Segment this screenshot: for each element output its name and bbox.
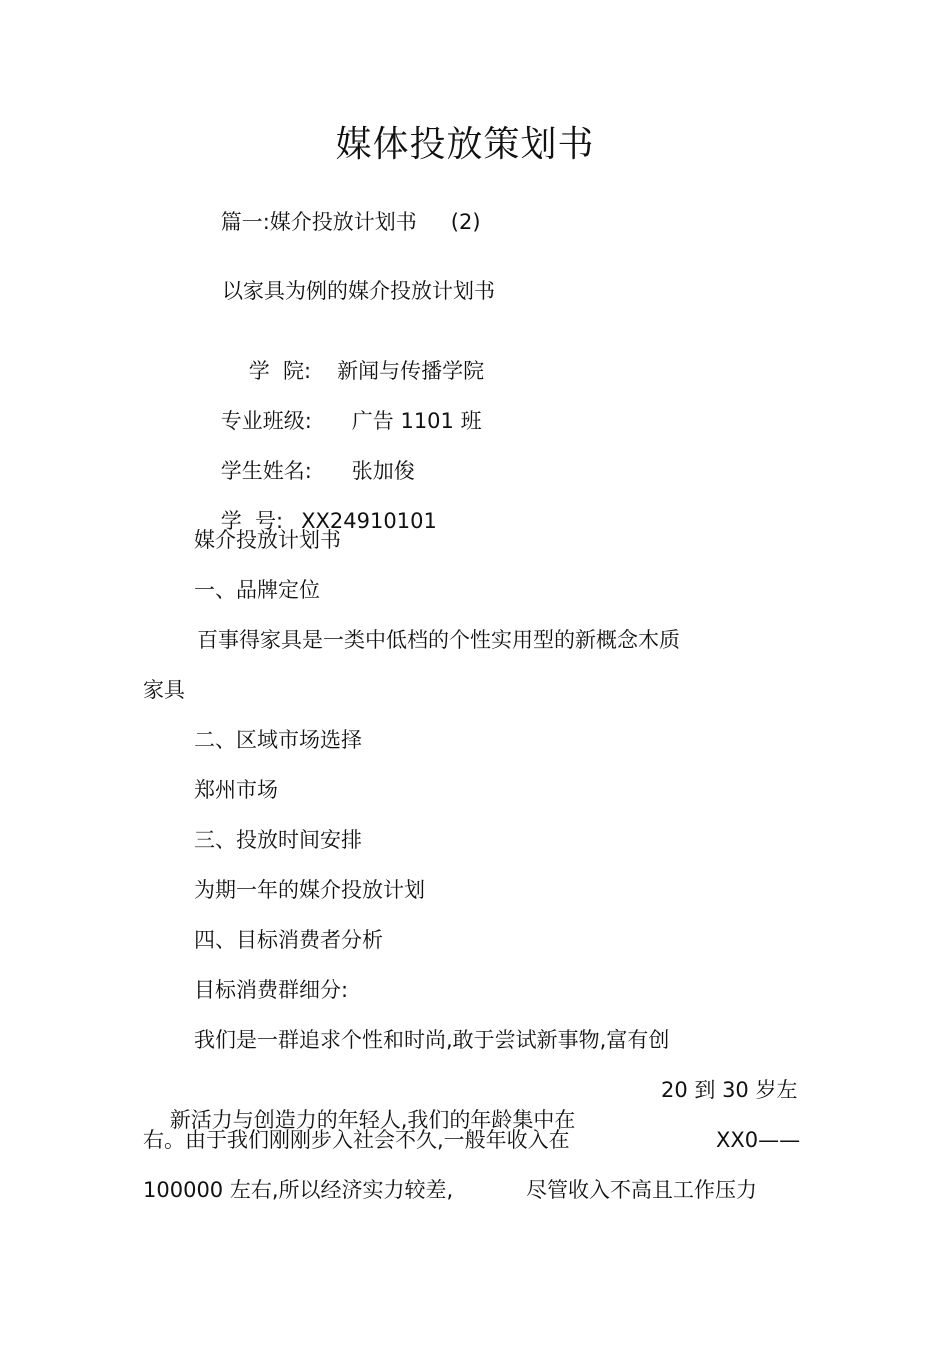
class-label: 专业班级:: [220, 409, 312, 433]
body-heading: 媒介投放计划书: [194, 528, 341, 552]
paragraph-line-3-tail: XX0——: [716, 1128, 801, 1152]
id-value: XX24910101: [301, 509, 437, 533]
paragraph-line-4-tail: 尽管收入不高且工作压力: [526, 1178, 757, 1202]
chapter-label: 篇一:媒介投放计划书: [220, 210, 417, 234]
paragraph-line-2-tail: 20 到 30 岁左: [661, 1078, 798, 1102]
chapter-heading: [194, 177, 481, 267]
paragraph-line-3: 右。由于我们刚刚步入社会不久,一般年收入在: [143, 1128, 570, 1152]
section-1-title: 一、品牌定位: [194, 578, 320, 602]
subtitle: 以家具为例的媒介投放计划书: [222, 279, 495, 303]
section-2-text: 郑州市场: [194, 778, 278, 802]
chapter-suffix: (2): [450, 210, 481, 234]
section-3-text: 为期一年的媒介投放计划: [194, 878, 425, 902]
section-3-title: 三、投放时间安排: [194, 828, 362, 852]
section-1-text-line2: 家具: [143, 678, 185, 702]
section-1-text-line1: 百事得家具是一类中低档的个性实用型的新概念木质: [197, 628, 680, 652]
class-value: 广告 1101 班: [351, 409, 482, 433]
college-value: 新闻与传播学院: [337, 359, 485, 383]
section-4-subheading: 目标消费群细分:: [194, 978, 349, 1002]
paragraph-line-1: 我们是一群追求个性和时尚,敢于尝试新事物,富有创: [194, 1028, 670, 1052]
section-2-title: 二、区域市场选择: [194, 728, 362, 752]
id-label: 学 号:: [220, 509, 284, 533]
paragraph-line-4: 100000 左右,所以经济实力较差,: [143, 1178, 454, 1202]
section-4-title: 四、目标消费者分析: [194, 928, 383, 952]
college-label: 学 院:: [248, 359, 312, 383]
name-label: 学生姓名:: [220, 459, 312, 483]
document-title: 媒体投放策划书: [335, 124, 595, 165]
name-value: 张加俊: [351, 459, 415, 483]
paragraph-line-2-text: 新活力与创造力的年轻人,我们的年龄集中在: [169, 1108, 576, 1132]
